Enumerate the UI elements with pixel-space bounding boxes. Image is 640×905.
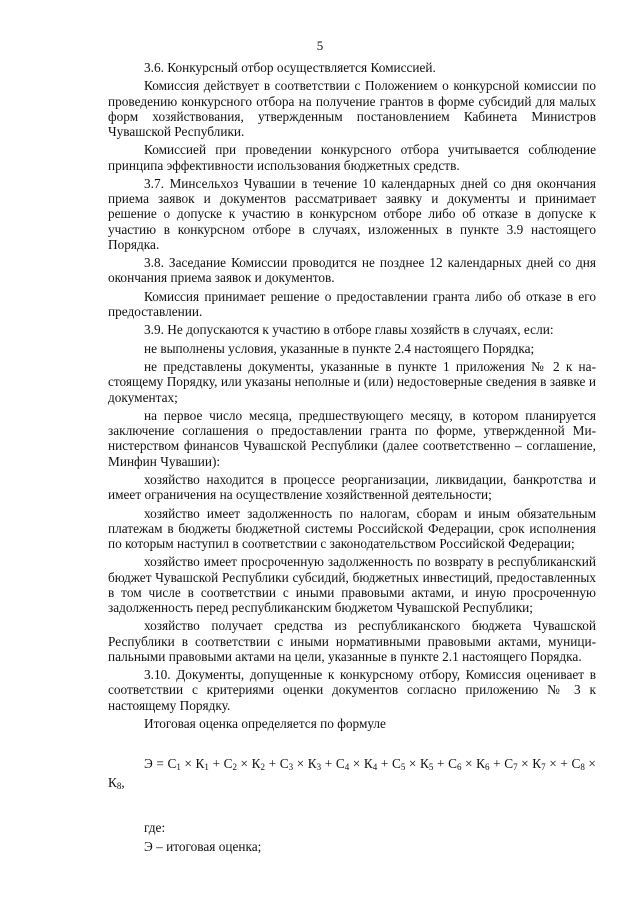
list-item-reorganization: хозяйство находится в процессе реорганизации, ликвидации, банкротства и имеет ограничения на осуществление хозяйственной деятельности; (108, 471, 596, 503)
paragraph-efficiency-principle: Комиссией при проведении конкурсного отбора учитывается соблюдение принципа эффективности использования бюджетных средств. (108, 142, 596, 173)
list-item-documents: не представлены документы, указанные в пункте 1 приложения № 2 к настоящему Порядку, или указаны неполные и (или) недостоверные сведения в заявке и документах; (108, 359, 596, 405)
formula-k-index: 6 (485, 762, 490, 773)
formula-term: $С_3 \times К_3$ (279, 756, 322, 773)
formula-coef-index: 7 (513, 762, 518, 773)
formula-term: $С_7 \times К_7$ (504, 756, 546, 773)
formula-coef-index: 3 (288, 762, 294, 773)
paragraph-3-9: 3.9. Не допускаются к участию в отборе главы хозяйств в случаях, если: (144, 322, 554, 338)
definition-total-score: Э – итоговая оценка; (144, 838, 262, 854)
paragraph-commission-regulation: Комиссия действует в соответствии с Положением о конкурсной комиссии по проведению конкурсного отбора на получение грантов в форме субсидий для малых форм хозяйствования, утвержденным постановлением Кабинета Министров Чувашской Республики. (108, 78, 596, 139)
formula-term: $С_1 \times К_1$ (167, 756, 209, 773)
formula-term: $С_2 \times К_2$ (223, 756, 266, 773)
formula-term: $С_4 \times К_4$ (335, 756, 378, 773)
formula-coef-index: 8 (580, 762, 585, 773)
formula-coef-index: 6 (456, 762, 462, 773)
paragraph-grant-decision: Комиссия принимает решение о предоставлении гранта либо об отказе в его предоставлении. (108, 288, 596, 319)
list-item-conditions: не выполнены условия, указанные в пункте 2.4 настоящего Порядка; (144, 340, 535, 356)
formula-k-index: 4 (372, 762, 378, 773)
list-item-other-funds: хозяйство получает средства из республиканского бюджета Чувашской Республики в соответствии с иными нормативными правовыми актами, муниципальными правовыми актами на цели, указанные в пункте 2.1 настоящего Порядка. (108, 618, 596, 664)
formula-lhs: Э (144, 756, 153, 772)
list-item-overdue-debt: хозяйство имеет просроченную задолженность по возврату в республиканский бюджет Чувашской Республики субсидий, бюджетных инвестиций, предоставленных в том числе в соответствии с иными правовыми актами, и иную просроченную задолженность перед республиканским бюджетом Чувашской Республики; (108, 554, 596, 615)
formula-k-index: 2 (260, 762, 266, 773)
paragraph-3-7: 3.7. Минсельхоз Чувашии в течение 10 календарных дней со дня окончания приема заявок и документов рассматривает заявку и документы и принимает решение о допуске к участию в конкурсном отборе либо об отказе в допуске к участию в конкурсном отборе в случаях, изложенных в пункте 3.9 настоящего Порядка. (108, 175, 596, 252)
formula-line: $Э = С_1 \times К_1 + С_2 \times К_2 + С_3 \times К_3 + С_4 \times К_4 + С_5 \times К_5 + С_6 \times К_6 + С_7 \times К_7$ × + $С_8 \times К_8$, (108, 756, 596, 792)
formula-k-index: 7 (541, 762, 546, 773)
paragraph-formula-intro: Итоговая оценка определяется по формуле (144, 715, 386, 731)
formula-k-index: 3 (316, 762, 322, 773)
formula-coef-index: 2 (232, 762, 237, 773)
formula-k-index: 8 (116, 781, 122, 792)
paragraph-3-6: 3.6. Конкурсный отбор осуществляется Комиссией. (144, 60, 436, 75)
list-item-tax-debt: хозяйство имеет задолженность по налогам, сборам и иным обязательным платежам в бюджеты бюджетной системы Российской Федерации, срок исполнения по которым наступил в соответствии с законодательством Российской Федерации; (108, 505, 596, 551)
formula-term: $С_6 \times К_6$ (448, 756, 490, 773)
formula-term: $С_8 \times К_8$ (108, 756, 596, 792)
paragraph-3-8: 3.8. Заседание Комиссии проводится не позднее 12 календарных дней со дня окончания приема заявок и документов. (108, 255, 596, 286)
formula-k-index: 5 (428, 762, 434, 773)
document-body (108, 60, 596, 857)
score-formula (108, 754, 596, 792)
formula-coef-index: 1 (176, 762, 181, 773)
formula-coef-index: 4 (344, 762, 350, 773)
formula-k-index: 1 (204, 762, 209, 773)
page-number: 5 (316, 38, 324, 53)
list-item-first-day: на первое число месяца, предшествующего месяцу, в котором планируется заключение соглашения о предоставлении гранта по форме, утвержденной Министерством финансов Чувашской Республики (далее соответственно – соглашение, Минфин Чувашии): (108, 407, 596, 469)
formula-coef-index: 5 (400, 762, 406, 773)
paragraph-3-10: 3.10. Документы, допущенные к конкурсному отбору, Комиссия оценивает в соответствии с критериями оценки документов согласно приложению № 3 к настоящему Порядку. (108, 667, 596, 713)
where-label: где: (144, 820, 166, 836)
formula-term: $С_5 \times К_5$ (391, 756, 434, 773)
